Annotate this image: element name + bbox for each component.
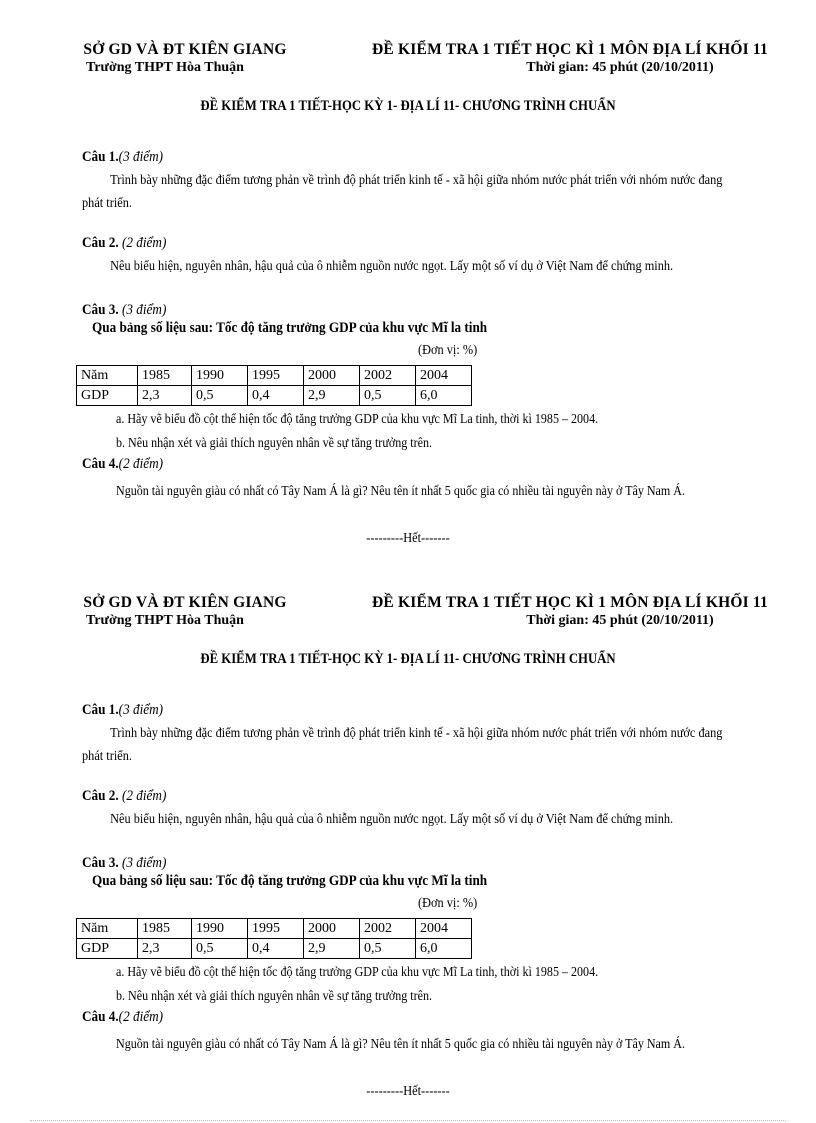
table-cell: GDP (77, 386, 138, 406)
table-cell: 1985 (138, 919, 192, 939)
question-4-label: Câu 4. (82, 456, 119, 472)
table-cell: 2004 (416, 366, 472, 386)
question-1-points: (3 điểm) (118, 702, 164, 718)
department-name: SỞ GD VÀ ĐT KIÊN GIANG (83, 41, 287, 58)
question-4-text: Nguồn tài nguyên giàu có nhất có Tây Nam Á là gì? Nêu tên ít nhất 5 quốc gia có nhiều tài nguyên này ở Tây Nam Á. (116, 484, 685, 499)
question-3-subtitle: Qua bảng số liệu sau: Tốc độ tăng trưởng GDP của khu vực Mĩ la tinh (92, 873, 488, 889)
table-cell: 0,5 (192, 386, 248, 406)
question-2-label: Câu 2. (82, 235, 122, 251)
table-cell: 0,4 (248, 939, 304, 959)
table-cell: 2000 (304, 919, 360, 939)
exam-title: ĐỀ KIỂM TRA 1 TIẾT-HỌC KỲ 1- ĐỊA LÍ 11- CHƯƠNG TRÌNH CHUẨN (200, 651, 616, 667)
question-2-label: Câu 2. (82, 788, 122, 804)
exam-duration: Thời gian: 45 phút (20/10/2011) (526, 60, 714, 75)
question-3-points: (3 điểm) (121, 855, 167, 871)
question-3-subtitle: Qua bảng số liệu sau: Tốc độ tăng trưởng GDP của khu vực Mĩ la tinh (92, 320, 488, 336)
table-cell: Năm (77, 919, 138, 939)
question-1 (82, 699, 742, 768)
table-cell: 6,0 (416, 386, 472, 406)
header-left (60, 593, 310, 629)
exam-duration: Thời gian: 45 phút (20/10/2011) (526, 613, 714, 628)
table-cell: 0,4 (248, 386, 304, 406)
school-name: Trường THPT Hòa Thuận (86, 613, 244, 628)
table-row (77, 939, 472, 959)
end-marker: ---------Hết------- (366, 1084, 450, 1099)
question-4-heading (82, 1009, 174, 1026)
gdp-table (76, 365, 472, 406)
table-cell: 1995 (248, 366, 304, 386)
end-marker: ---------Hết------- (366, 531, 450, 546)
table-cell: 6,0 (416, 939, 472, 959)
question-3-part-b: b. Nêu nhận xét và giải thích nguyên nhân về sự tăng trưởng trên. (116, 989, 432, 1004)
question-4-text: Nguồn tài nguyên giàu có nhất có Tây Nam Á là gì? Nêu tên ít nhất 5 quốc gia có nhiều tài nguyên này ở Tây Nam Á. (116, 1037, 685, 1052)
table-cell: GDP (77, 939, 138, 959)
question-1-points: (3 điểm) (118, 149, 164, 165)
question-1-label: Câu 1. (82, 149, 119, 165)
question-2-points: (2 điểm) (121, 235, 167, 251)
question-2 (82, 232, 742, 278)
table-unit: (Đơn vị: %) (418, 896, 478, 911)
question-4-points: (2 điểm) (118, 456, 164, 472)
table-cell: 0,5 (192, 939, 248, 959)
table-cell: 2002 (360, 919, 416, 939)
gdp-table (76, 918, 472, 959)
table-cell: 2000 (304, 366, 360, 386)
question-3-label: Câu 3. (82, 302, 122, 318)
page-bottom-divider (30, 1120, 786, 1121)
question-1-text: Trình bày những đặc điểm tương phản về trình độ phát triển kinh tế - xã hội giữa nhóm nước phát triển với nhóm nước đang phát triển. (82, 726, 723, 764)
table-cell: 0,5 (360, 939, 416, 959)
exam-copy-2 (0, 553, 816, 1113)
exam-heading: ĐỀ KIỂM TRA 1 TIẾT HỌC KÌ 1 MÔN ĐỊA LÍ KHỐI 11 (372, 41, 768, 58)
table-cell: 2,3 (138, 939, 192, 959)
question-3-points: (3 điểm) (121, 302, 167, 318)
header-right (360, 40, 780, 76)
table-cell: 2004 (416, 919, 472, 939)
question-4-points: (2 điểm) (118, 1009, 164, 1025)
exam-heading: ĐỀ KIỂM TRA 1 TIẾT HỌC KÌ 1 MÔN ĐỊA LÍ KHỐI 11 (372, 594, 768, 611)
question-3 (82, 852, 742, 875)
exam-copy-1 (0, 0, 816, 560)
table-cell: 1990 (192, 919, 248, 939)
table-unit: (Đơn vị: %) (418, 343, 478, 358)
question-3-part-a: a. Hãy vẽ biểu đồ cột thể hiện tốc độ tăng trưởng GDP của khu vực Mĩ La tinh, thời kì 1985 – 2004. (116, 412, 599, 427)
table-cell: 0,5 (360, 386, 416, 406)
department-name: SỞ GD VÀ ĐT KIÊN GIANG (83, 594, 287, 611)
question-4-label: Câu 4. (82, 1009, 119, 1025)
question-1 (82, 146, 742, 215)
table-cell: 1990 (192, 366, 248, 386)
question-2-text: Nêu biểu hiện, nguyên nhân, hậu quả của ô nhiễm nguồn nước ngọt. Lấy một số ví dụ ở Việt Nam để chứng minh. (110, 259, 674, 274)
table-cell: 2,9 (304, 939, 360, 959)
table-cell: 2002 (360, 366, 416, 386)
table-cell: 1985 (138, 366, 192, 386)
table-row (77, 366, 472, 386)
table-cell: 1995 (248, 919, 304, 939)
question-3-part-b: b. Nêu nhận xét và giải thích nguyên nhân về sự tăng trưởng trên. (116, 436, 432, 451)
question-3-part-a: a. Hãy vẽ biểu đồ cột thể hiện tốc độ tăng trưởng GDP của khu vực Mĩ La tinh, thời kì 1985 – 2004. (116, 965, 599, 980)
school-name: Trường THPT Hòa Thuận (86, 60, 244, 75)
question-3 (82, 299, 742, 322)
table-cell: Năm (77, 366, 138, 386)
table-cell: 2,9 (304, 386, 360, 406)
question-1-label: Câu 1. (82, 702, 119, 718)
question-3-label: Câu 3. (82, 855, 122, 871)
header-right (360, 593, 780, 629)
question-2-points: (2 điểm) (121, 788, 167, 804)
table-row (77, 919, 472, 939)
table-cell: 2,3 (138, 386, 192, 406)
exam-title: ĐỀ KIỂM TRA 1 TIẾT-HỌC KỲ 1- ĐỊA LÍ 11- CHƯƠNG TRÌNH CHUẨN (200, 98, 616, 114)
question-1-text: Trình bày những đặc điểm tương phản về trình độ phát triển kinh tế - xã hội giữa nhóm nước phát triển với nhóm nước đang phát triển. (82, 173, 723, 211)
question-2 (82, 785, 742, 831)
header-left (60, 40, 310, 76)
table-row (77, 386, 472, 406)
question-2-text: Nêu biểu hiện, nguyên nhân, hậu quả của ô nhiễm nguồn nước ngọt. Lấy một số ví dụ ở Việt Nam để chứng minh. (110, 812, 674, 827)
question-4-heading (82, 456, 174, 473)
